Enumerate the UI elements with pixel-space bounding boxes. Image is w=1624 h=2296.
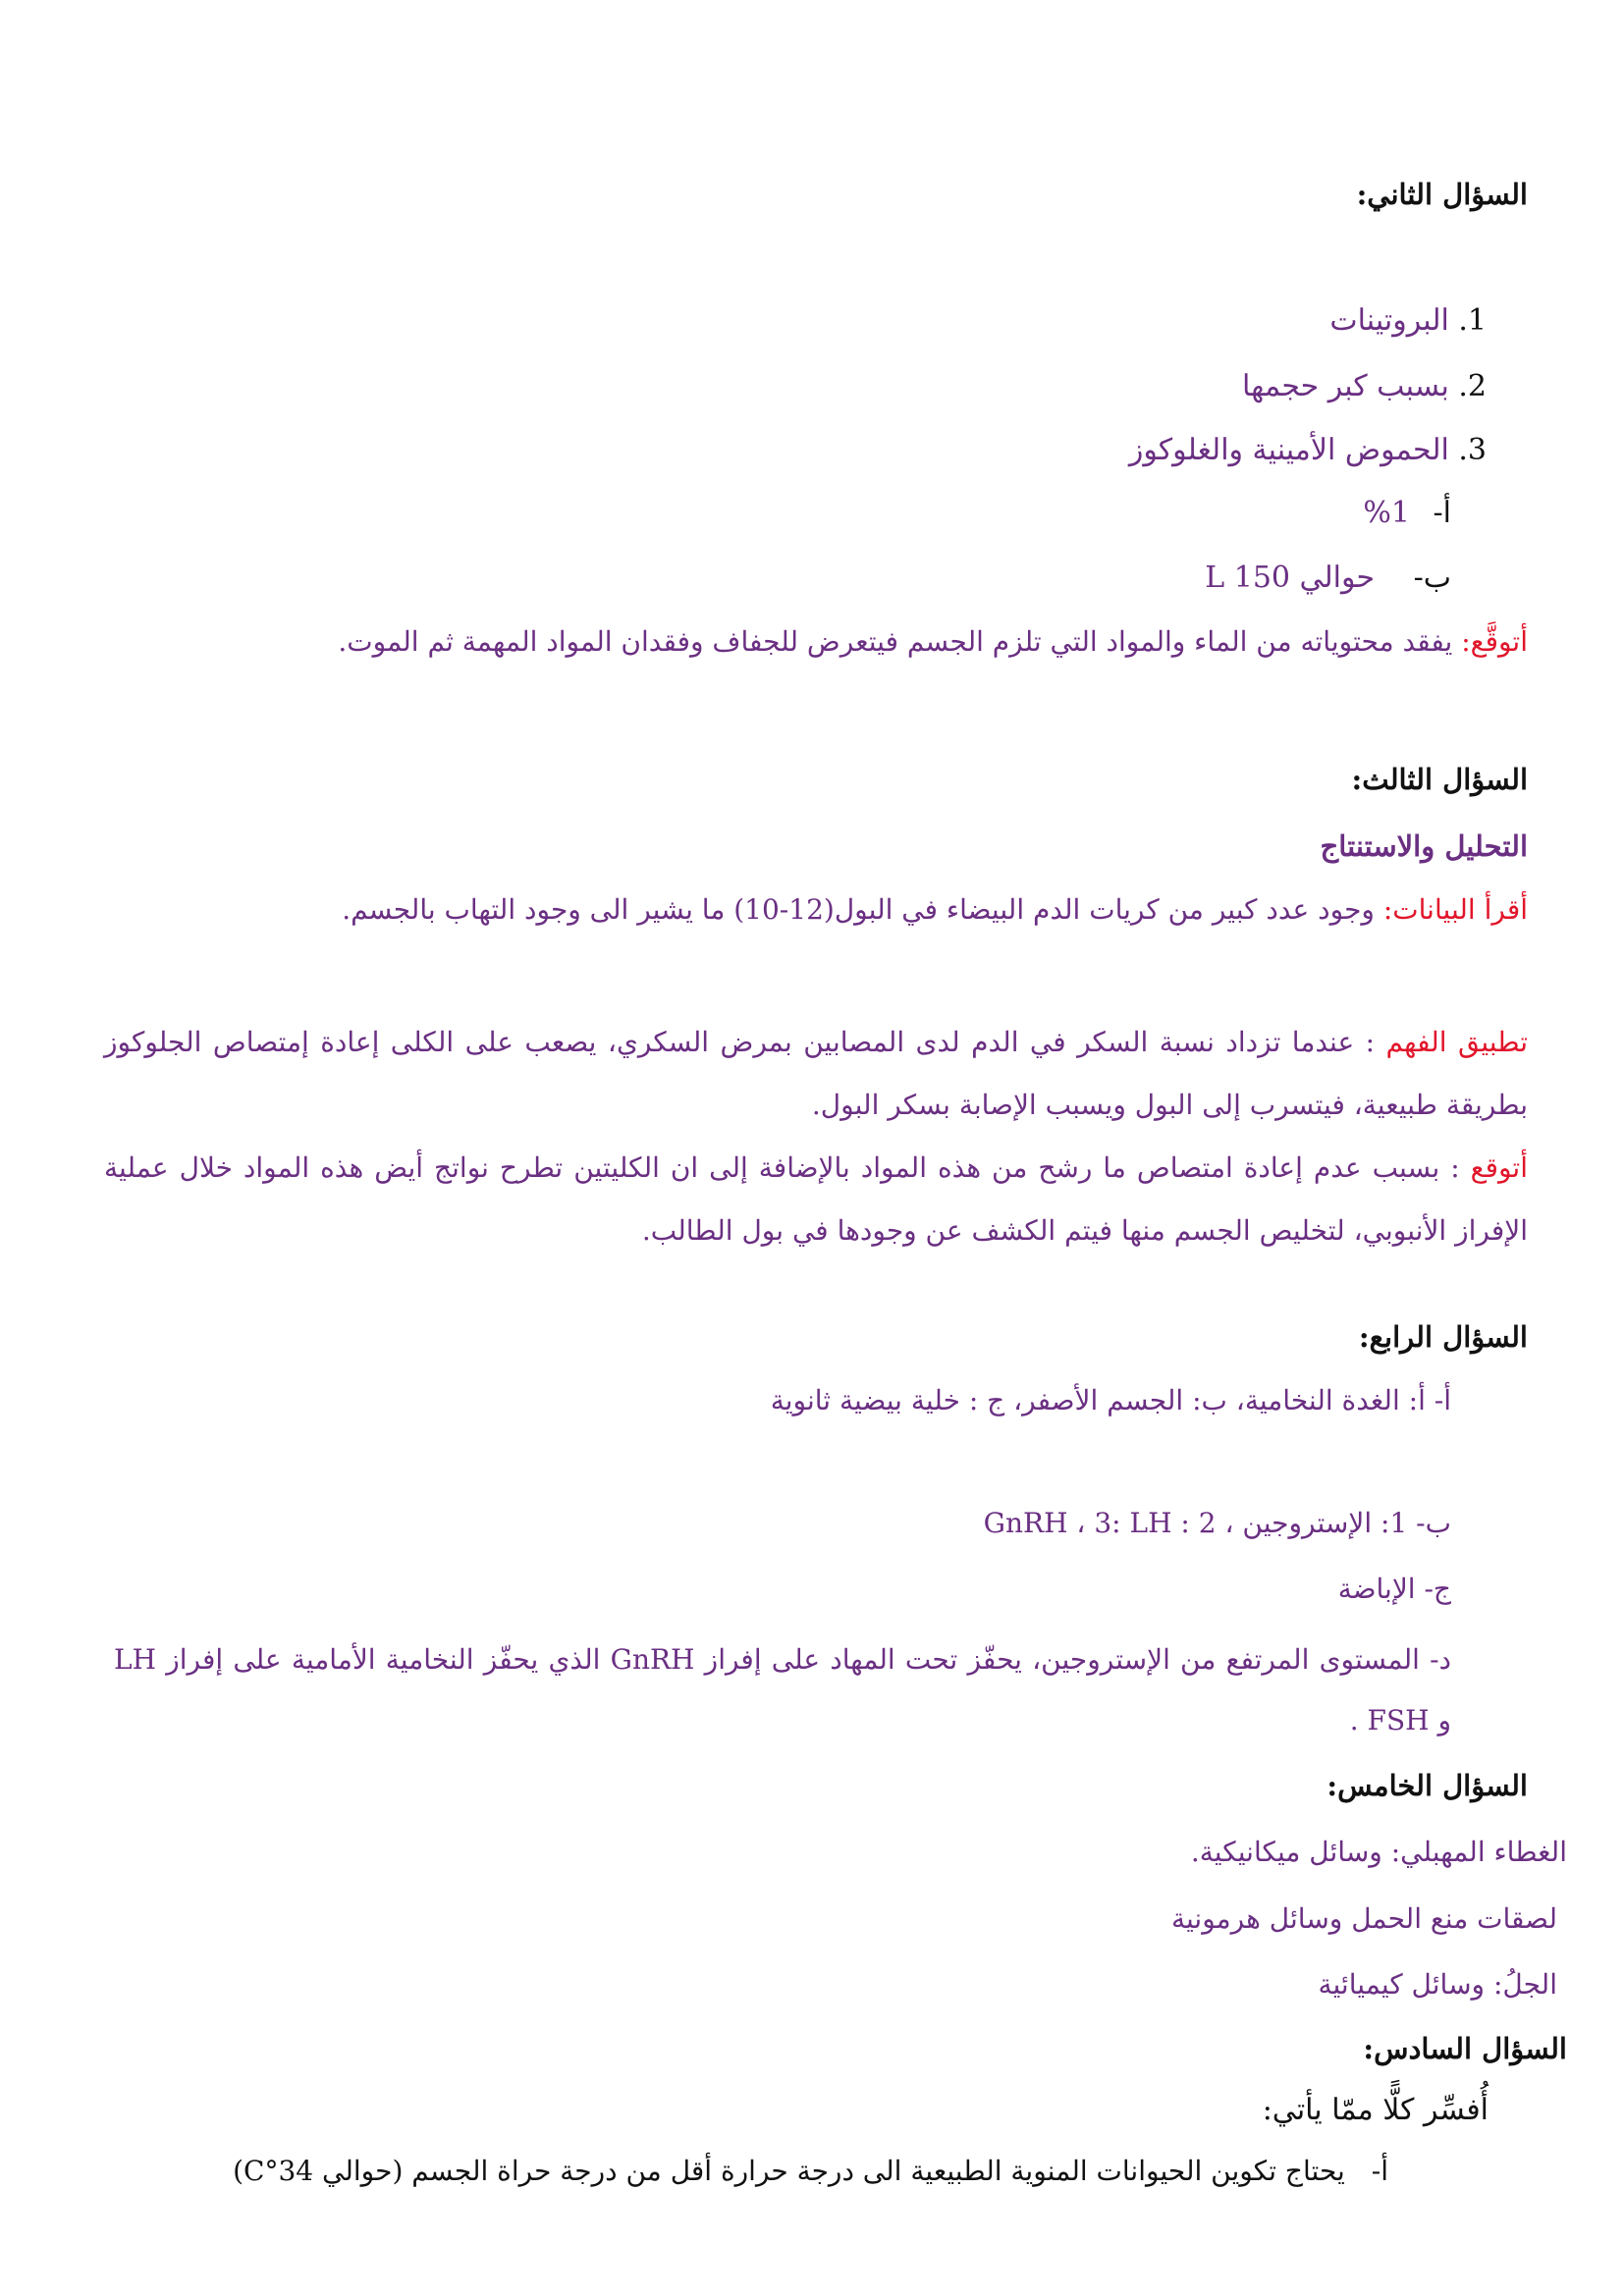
sub-answer-value: حوالي 150 L: [1205, 561, 1376, 595]
q6-heading: السؤال السادس:: [1363, 2032, 1567, 2065]
q2-predict: [338, 620, 1528, 664]
predict-text: : بسبب عدم إعادة امتصاص ما رشح من هذه المواد بالإضافة إلى ان الكليتين تطرح نواتج أيض هذه المواد خلال عملية الإفراز الأنبوبي، لتخليص الجسم منها فيتم الكشف عن وجودها في بول الطالب.: [104, 1151, 1528, 1247]
q4-answer-a: أ- أ: الغدة النخامية، ب: الجسم الأصفر، ج : خلية بيضية ثانوية: [770, 1384, 1451, 1416]
apply-text: : عندما تزداد نسبة السكر في الدم لدى المصابين بمرض السكري، يصعب على الكلى إعادة إمتصاص الجلوكوز بطريقة طبيعية، فيتسرب إلى البول ويسبب الإصابة بسكر البول.: [104, 1026, 1528, 1121]
list-item-text: بسبب كبر حجمها: [1242, 369, 1449, 403]
q3-read-data: [342, 888, 1528, 932]
sub-answer-value: 1%: [1363, 496, 1410, 530]
read-label: أقرأ البيانات:: [1382, 893, 1528, 926]
list-item: [1129, 429, 1487, 472]
predict-text: يفقد محتوياته من الماء والمواد التي تلزم الجسم فيتعرض للجفاف وفقدان المواد المهمة ثم الموت.: [338, 625, 1453, 658]
q4-heading: السؤال الرابع:: [1358, 1320, 1528, 1354]
q6-intro: أُفسِّر كلًّا ممّا يأتي:: [1262, 2093, 1489, 2127]
q5-heading: السؤال الخامس:: [1326, 1769, 1528, 1802]
list-number: 2.: [1458, 369, 1487, 403]
q4-answer-b: ب- 1: الإستروجين ، 2 : GnRH ، 3: LH: [983, 1507, 1451, 1539]
list-item: الغطاء المهبلي: وسائل ميكانيكية.: [1190, 1836, 1567, 1868]
list-number: 1.: [1458, 303, 1487, 338]
q3-apply-paragraph: [104, 1011, 1528, 1262]
sub-answer-a: [1363, 492, 1451, 535]
q3-heading: السؤال الثالث:: [1351, 763, 1528, 796]
list-item: [1242, 365, 1487, 408]
apply-label: تطبيق الفهم: [1385, 1026, 1529, 1058]
list-item: الجلُ: وسائل كيميائية: [1318, 1968, 1557, 2001]
list-item: [1329, 299, 1487, 343]
q3-subheading: التحليل والاستنتاج: [1320, 829, 1528, 863]
q4-answer-c: ج- الإباضة: [1337, 1573, 1451, 1605]
q4-answer-d: د- المستوى المرتفع من الإستروجين، يحفّز تحت المهاد على إفراز GnRH الذي يحفّز النخامية الأمامية على إفراز LH و FSH .: [114, 1643, 1451, 1736]
predict-label: أتوقَّع:: [1461, 625, 1528, 658]
list-item-text: الحموض الأمينية والغلوكوز: [1128, 433, 1449, 467]
sub-answer-b: [1205, 557, 1451, 600]
list-item-text: البروتينات: [1329, 303, 1449, 338]
sub-answer-label: أ-: [1433, 496, 1451, 530]
list-item: لصقات منع الحمل وسائل هرمونية: [1170, 1902, 1557, 1935]
answer-text: يحتاج تكوين الحيوانات المنوية الطبيعية الى درجة حرارة أقل من درجة حراة الجسم (حوالي 34°C): [233, 2155, 1345, 2187]
predict-label: أتوقع: [1470, 1151, 1528, 1184]
answer-label: أ-: [1371, 2155, 1388, 2187]
read-text: وجود عدد كبير من كريات الدم البيضاء في البول(12-10) ما يشير الى وجود التهاب بالجسم.: [342, 893, 1375, 926]
list-number: 3.: [1458, 433, 1487, 467]
q2-heading: السؤال الثاني:: [1356, 178, 1528, 211]
sub-answer-label: ب-: [1413, 561, 1451, 595]
q6-answer-a: [233, 2150, 1388, 2193]
